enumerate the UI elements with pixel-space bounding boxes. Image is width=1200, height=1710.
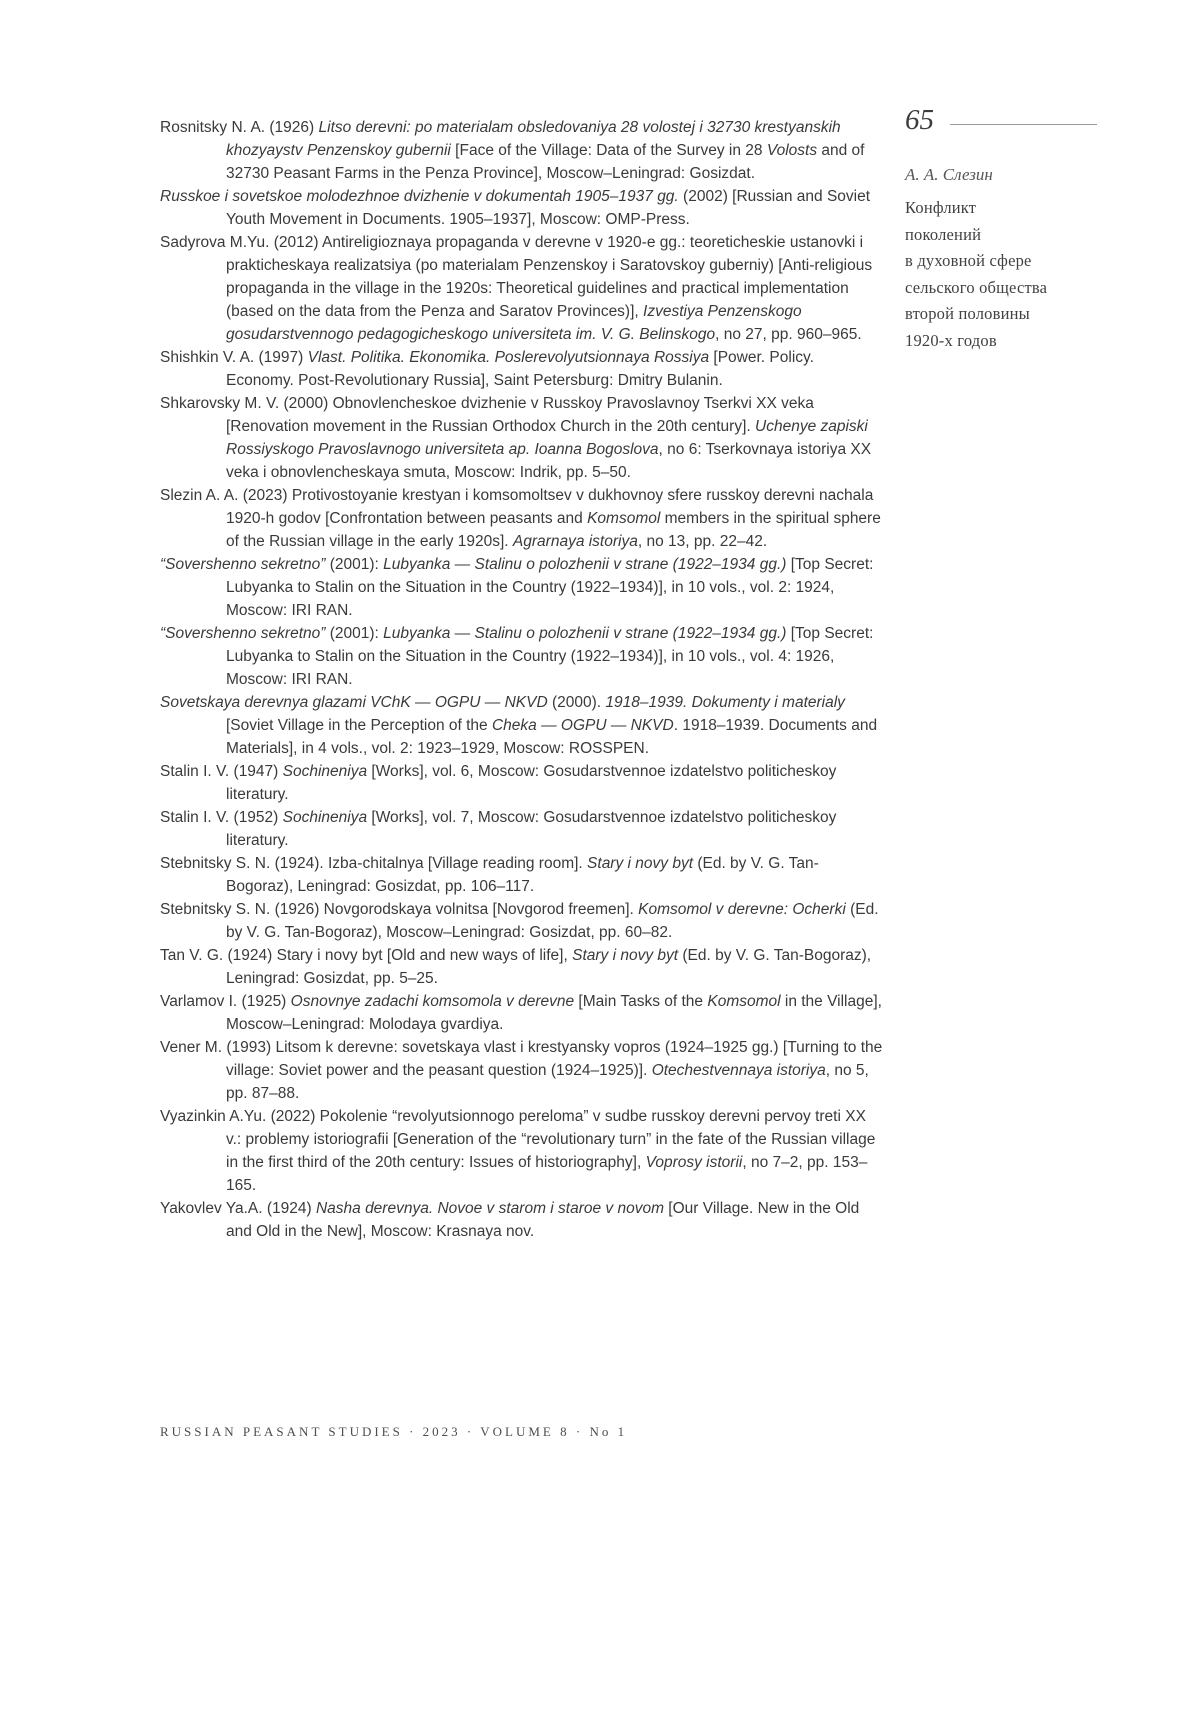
reference-text-segment: , no 7–2, pp. 153–165. (226, 1154, 868, 1194)
reference-text-segment: [Top Secret: Lubyanka to Stalin on the Situation in the Country (1922–1934)], in 10 vols., vol. 4: 1926, Moscow: IRI RAN. (226, 625, 874, 688)
reference-text-segment: Yakovlev Ya.A. (1924) (160, 1200, 316, 1217)
reference-text-segment: Cheka — OGPU — NKVD (491, 717, 674, 734)
reference-text-segment: , no 5, pp. 87–88. (226, 1062, 869, 1102)
page-number-rule (950, 124, 1097, 125)
reference-text-segment: (2002) [Russian and Soviet Youth Movement in Documents. 1905–1937], Moscow: OMP-Press. (226, 188, 871, 228)
reference-text-segment: Tan V. G. (1924) Stary i novy byt [Old and new ways of life], (160, 947, 573, 964)
reference-text-segment: [Power. Policy. Economy. Post-Revolutionary Russia], Saint Petersburg: Dmitry Bulanin. (226, 349, 814, 389)
reference-text-segment: Komsomol (707, 993, 781, 1010)
reference-entry (160, 1197, 884, 1243)
reference-text-segment: Stary i novy byt (587, 855, 694, 872)
reference-entry (160, 691, 884, 760)
journal-footer: RUSSIAN PEASANT STUDIES · 2023 · VOLUME 8 · No 1 (160, 1424, 628, 1439)
reference-text-segment: Stalin I. V. (1952) (160, 809, 283, 826)
sidebar-article-title (905, 195, 1097, 354)
reference-text-segment: , no 27, pp. 960–965. (715, 326, 862, 343)
reference-text-segment: Komsomol (587, 510, 661, 527)
reference-text-segment: [Works], vol. 6, Moscow: Gosudarstvennoe izdatelstvo politicheskoy literatury. (226, 763, 837, 803)
reference-entry (160, 185, 884, 231)
reference-entry (160, 760, 884, 806)
sidebar-title-line: Конфликт (905, 198, 977, 217)
reference-text-segment: “Sovershenno sekretno” (160, 625, 326, 642)
reference-text-segment: Stary i novy byt (572, 947, 679, 964)
reference-text-segment: Vyazinkin A.Yu. (2022) Pokolenie “revolyutsionnogo pereloma” v sudbe russkoy derevni pervoy treti XX v.: problemy istoriografii [Generation of the “revolutionary turn” in the fate of the Russian village in the first third of the 20th century: Issues of historiography], (160, 1108, 876, 1171)
reference-text-segment: [Top Secret: Lubyanka to Stalin on the Situation in the Country (1922–1934)], in 10 vols., vol. 2: 1924, Moscow: IRI RAN. (226, 556, 874, 619)
reference-text-segment: Lubyanka — Stalinu o polozhenii v strane (1922–1934 gg.) (383, 556, 787, 573)
reference-entry (160, 1036, 884, 1105)
reference-text-segment: (Ed. by V. G. Tan-Bogoraz), Leningrad: Gosizdat, pp. 106–117. (226, 855, 819, 895)
reference-entry (160, 806, 884, 852)
reference-text-segment: Varlamov I. (1925) (160, 993, 291, 1010)
reference-text-segment: Stalin I. V. (1947) (160, 763, 283, 780)
reference-entry (160, 944, 884, 990)
reference-text-segment: 1918–1939. Dokumenty i materialy (605, 694, 845, 711)
reference-text-segment: Sovetskaya derevnya glazami VChK — OGPU — NKVD (160, 694, 548, 711)
reference-text-segment: Rosnitsky N. A. (1926) (160, 119, 319, 136)
reference-text-segment: Vlast. Politika. Ekonomika. Poslerevolyutsionnaya Rossiya (307, 349, 710, 366)
reference-text-segment: Sadyrova M.Yu. (2012) Antireligioznaya propaganda v derevne v 1920-e gg.: teoreticheskie ustanovki i prakticheskaya realizatsiya (po materialam Penzenskoy i Saratovskoy guberniy) [Anti-religious propaganda in the village in the 1920s: Theoretical guidelines and practical implementation (based on the data from the Penza and Saratov Provinces)], (160, 234, 873, 320)
reference-entry (160, 1105, 884, 1197)
reference-text-segment: Izvestiya Penzenskogo gosudarstvennogo pedagogicheskogo universiteta im. V. G. Belinskogo (226, 303, 802, 343)
sidebar-title-line: 1920-х годов (905, 330, 997, 350)
reference-text-segment: , no 6: Tserkovnaya istoriya XX veka i obnovlencheskaya smuta, Moscow: Indrik, pp. 5–50. (226, 441, 872, 481)
reference-text-segment: Vener M. (1993) Litsom k derevne: sovetskaya vlast i krestyansky vopros (1924–1925 gg.) [Turning to the village: Soviet power and the peasant question (1924–1925)]. (160, 1039, 883, 1079)
reference-text-segment: Shkarovsky M. V. (2000) Obnovlencheskoe dvizhenie v Russkoy Pravoslavnoy Tserkvi XX veka [Renovation movement in the Russian Orthodox Church in the 20th century]. (160, 395, 814, 435)
reference-entry (160, 231, 884, 346)
sidebar-author: А. А. Слезин (905, 165, 993, 184)
reference-text-segment: [Soviet Village in the Perception of the (226, 717, 492, 734)
sidebar-title-line: в духовной сфере (905, 251, 1032, 270)
reference-text-segment: Osnovnye zadachi komsomola v derevne (290, 993, 575, 1010)
reference-text-segment: (2001): (325, 625, 384, 642)
reference-text-segment: Otechestvennaya istoriya (651, 1062, 826, 1079)
reference-text-segment: Stebnitsky S. N. (1926) Novgorodskaya volnitsa [Novgorod freemen]. (160, 901, 639, 918)
reference-text-segment: (2001): (325, 556, 384, 573)
reference-text-segment: Slezin A. A. (2023) Protivostoyanie krestyan i komsomoltsev v dukhovnoy sfere russkoy derevni nachala 1920-h godov [Confrontation between peasants and (160, 487, 874, 527)
reference-entry (160, 346, 884, 392)
reference-text-segment: [Our Village. New in the Old and Old in the New], Moscow: Krasnaya nov. (226, 1200, 860, 1240)
reference-text-segment: (Ed. by V. G. Tan-Bogoraz), Leningrad: Gosizdat, pp. 5–25. (226, 947, 872, 987)
reference-text-segment: Litso derevni: po materialam obsledovaniya 28 volostej i 32730 krestyanskih khozyaystv Penzenskoy gubernii (226, 119, 841, 159)
reference-text-segment: Stebnitsky S. N. (1924). Izba-chitalnya [Village reading room]. (160, 855, 588, 872)
reference-entry (160, 852, 884, 898)
reference-entry (160, 116, 884, 185)
reference-text-segment: and of 32730 Peasant Farms in the Penza Province], Moscow–Leningrad: Gosizdat. (226, 142, 865, 182)
reference-text-segment: Komsomol v derevne: Ocherki (638, 901, 846, 918)
sidebar-title-line: сельского общества (905, 277, 1048, 297)
reference-text-segment: “Sovershenno sekretno” (160, 556, 326, 573)
reference-text-segment: Sochineniya (282, 809, 368, 826)
page-number-row (905, 106, 1097, 135)
reference-text-segment: members in the spiritual sphere of the Russian village in the early 1920s]. (226, 510, 881, 550)
reference-text-segment: [Face of the Village: Data of the Survey in 28 (450, 142, 767, 159)
reference-text-segment: Russkoe i sovetskoe molodezhnoe dvizhenie v dokumentah 1905–1937 gg. (160, 188, 679, 205)
reference-text-segment: Agrarnaya istoriya (512, 533, 638, 550)
reference-text-segment: Volosts (766, 142, 818, 159)
reference-entry (160, 484, 884, 553)
reference-entry (160, 898, 884, 944)
reference-text-segment: Nasha derevnya. Novoe v starom i staroe v novom (315, 1200, 664, 1217)
sidebar-title-line: поколений (905, 224, 982, 244)
reference-text-segment: (Ed. by V. G. Tan-Bogoraz), Moscow–Leningrad: Gosizdat, pp. 60–82. (226, 901, 879, 941)
reference-text-segment: in the Village], Moscow–Leningrad: Molodaya gvardiya. (226, 993, 882, 1033)
reference-text-segment: Sochineniya (282, 763, 368, 780)
reference-text-segment: Lubyanka — Stalinu o polozhenii v strane (1922–1934 gg.) (383, 625, 787, 642)
reference-entry (160, 392, 884, 484)
sidebar (905, 106, 1097, 354)
reference-text-segment: [Works], vol. 7, Moscow: Gosudarstvennoe izdatelstvo politicheskoy literatury. (226, 809, 837, 849)
reference-text-segment: , no 13, pp. 22–42. (637, 533, 768, 550)
reference-entry (160, 553, 884, 622)
reference-text-segment: Uchenye zapiski Rossiyskogo Pravoslavnogo universiteta ap. Ioanna Bogoslova (226, 418, 868, 458)
reference-text-segment: [Main Tasks of the (574, 993, 708, 1010)
reference-text-segment: (2000). (547, 694, 606, 711)
references-list (160, 116, 884, 1243)
reference-entry (160, 990, 884, 1036)
sidebar-title-line: второй половины (905, 304, 1030, 323)
page-number: 65 (905, 104, 934, 136)
reference-text-segment: . 1918–1939. Documents and Materials], in 4 vols., vol. 2: 1923–1929, Moscow: ROSSPEN. (226, 717, 878, 757)
reference-text-segment: Voprosy istorii (645, 1154, 743, 1171)
reference-entry (160, 622, 884, 691)
reference-text-segment: Shishkin V. A. (1997) (160, 349, 308, 366)
